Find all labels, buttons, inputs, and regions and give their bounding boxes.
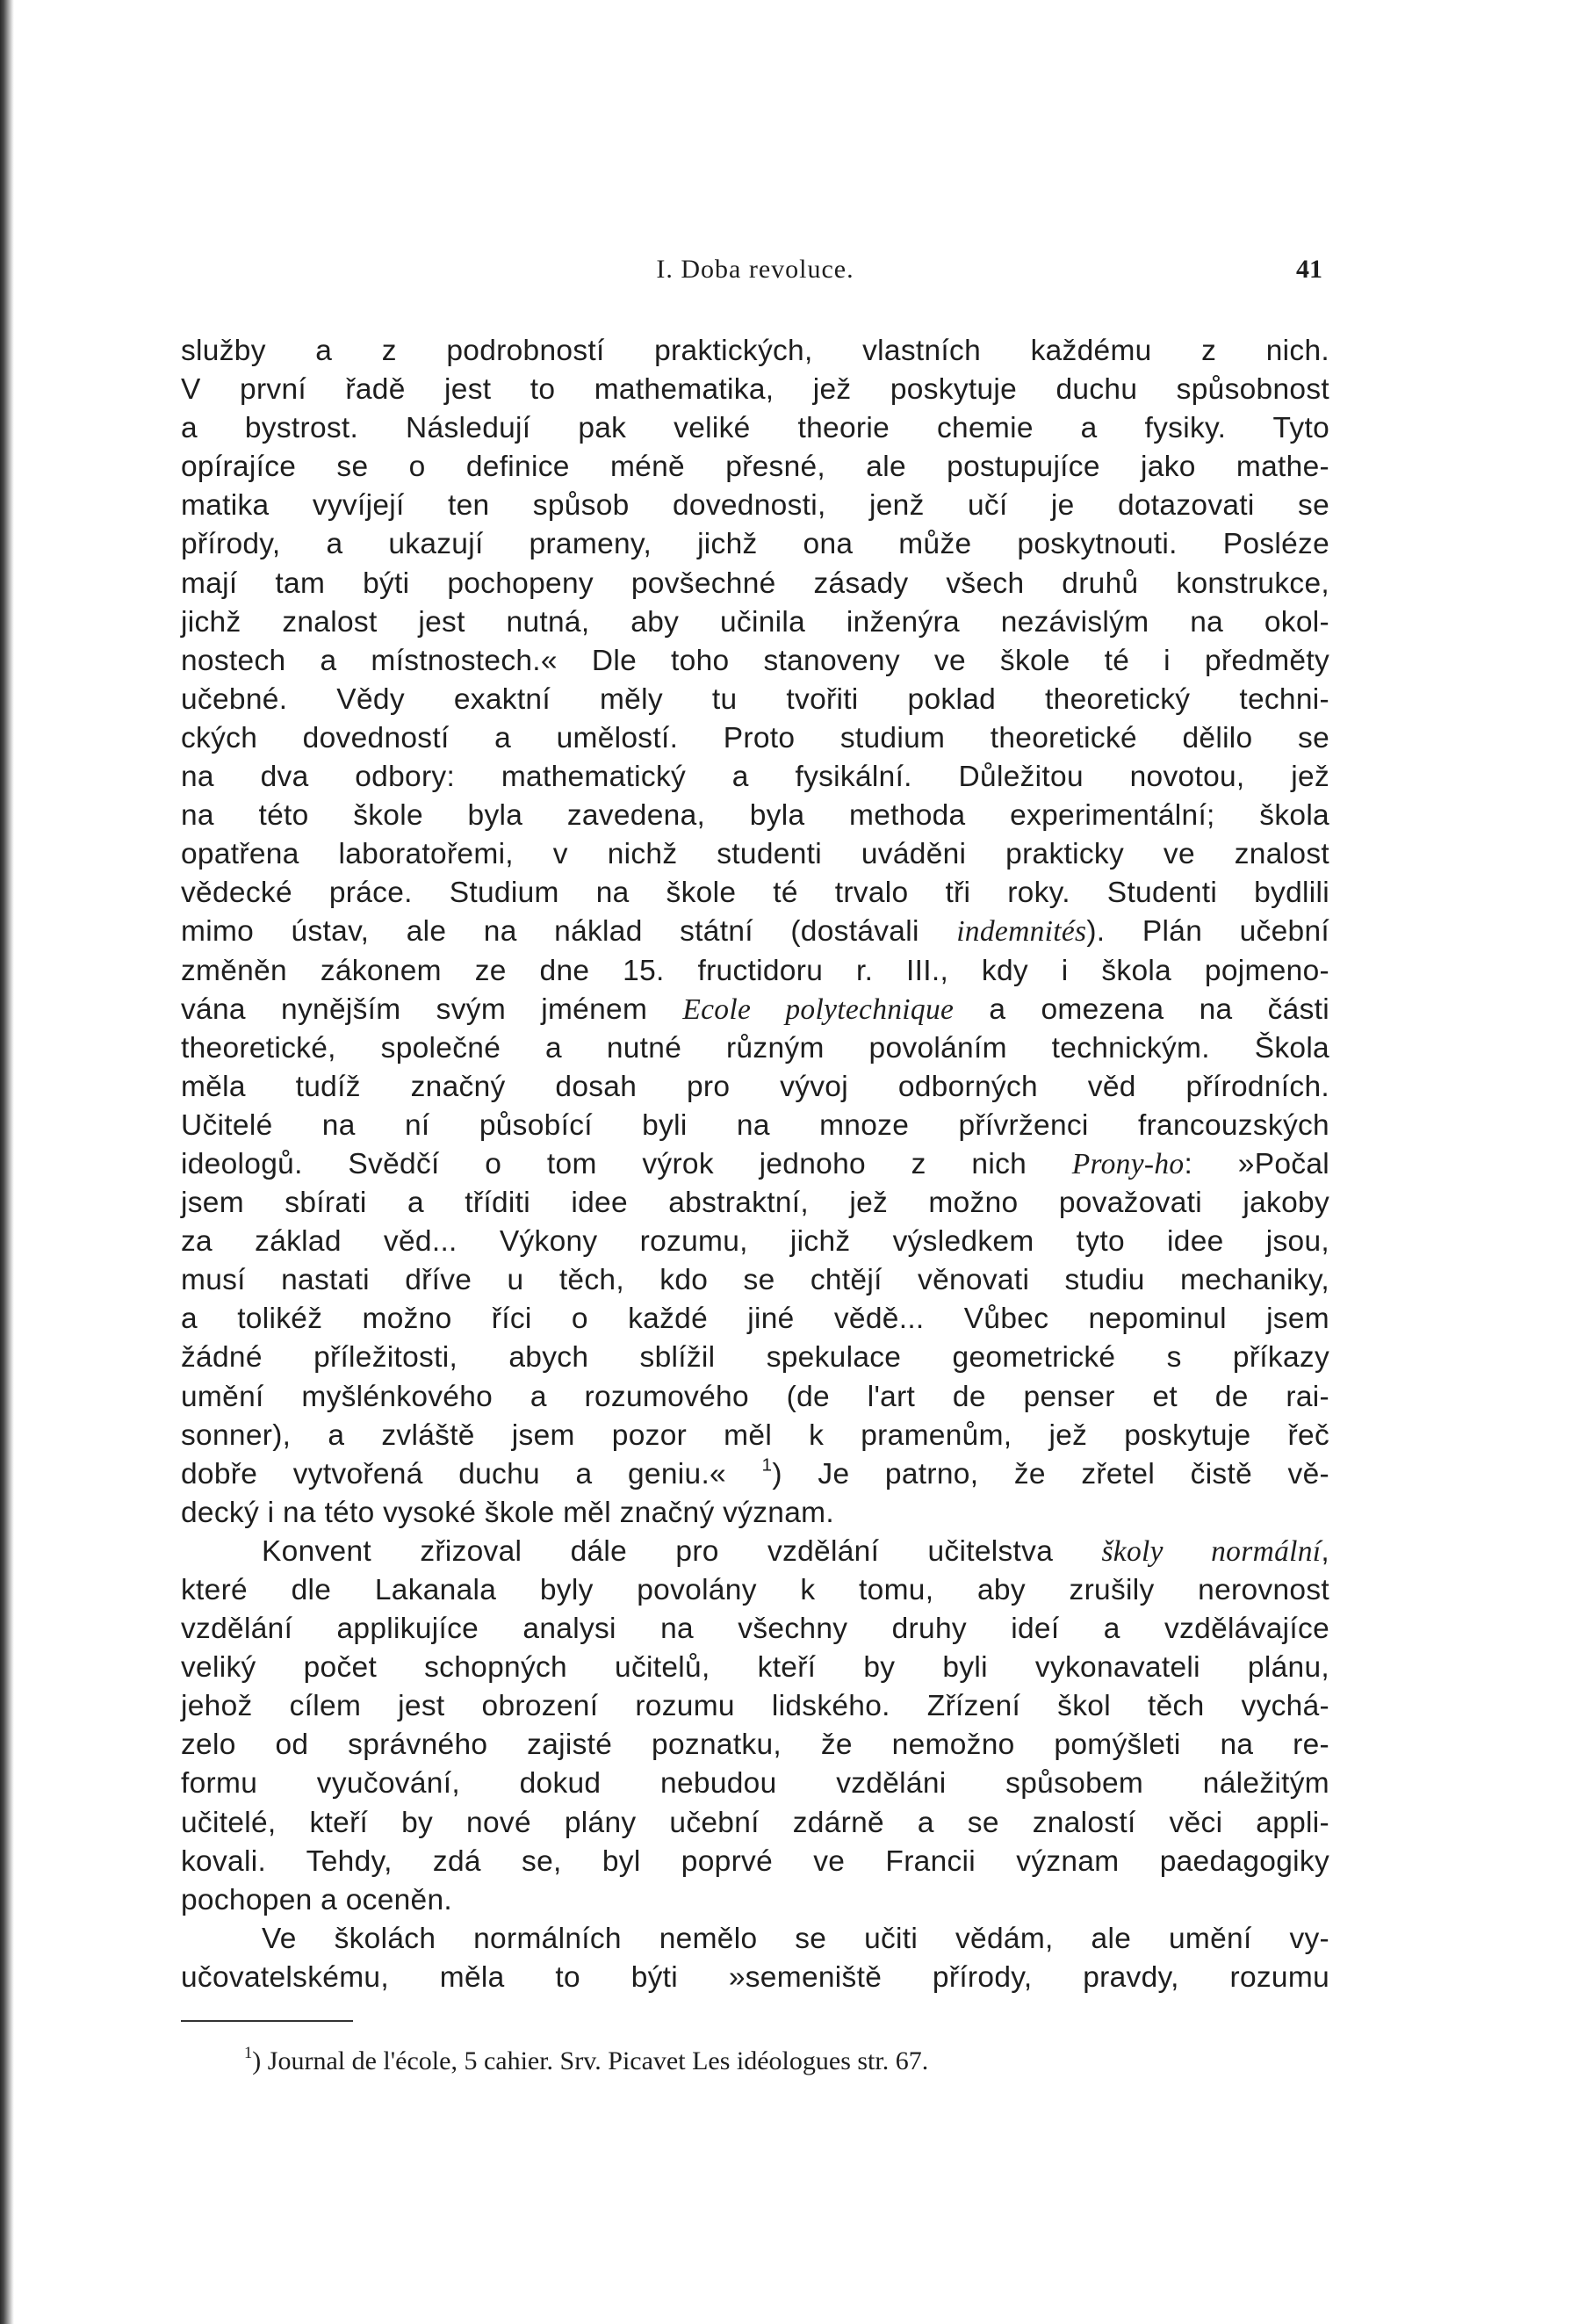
text-line: a bystrost. Následují pak veliké theorie chemie a fysiky. Tyto (181, 412, 1329, 445)
text-line: jehož cílem jest obrození rozumu lidského. Zřízení škol těch vychá- (181, 1690, 1329, 1723)
text-line: změněn zákonem ze dne 15. fructidoru r. III., kdy i škola pojmeno- (181, 954, 1329, 987)
footnote (244, 2043, 1333, 2076)
text-line: přírody, a ukazují prameny, jichž ona může poskytnouti. Posléze (181, 528, 1329, 561)
footnote-marker: 1 (244, 2043, 253, 2062)
text-line: měla tudíž značný dosah pro vývoj odborných věd přírodních. (181, 1070, 1329, 1103)
text-line: žádné příležitosti, abych sblížil spekulace geometrické s příkazy (181, 1341, 1329, 1375)
text-segment: a omezena na části (954, 992, 1330, 1026)
text-line: musí nastati dříve u těch, kdo se chtějí věnovati studiu mechaniky, (181, 1264, 1329, 1297)
text-line: na této škole byla zavedena, byla methoda experimentální; škola (181, 799, 1329, 833)
text-segment: ). Plán učební (1086, 915, 1329, 949)
footnote-text: ) Journal de l'école, 5 cahier. Srv. Picavet Les idéologues str. 67. (252, 2046, 929, 2075)
text-line: učebné. Vědy exaktní měly tu tvořiti poklad theoretický techni- (181, 682, 1329, 716)
text-line (181, 1533, 1329, 1571)
text-segment: dobře vytvořená duchu a geniu.« (181, 1457, 762, 1490)
text-line: učitelé, kteří by nové plány učební zdárně a se znalostí věci appli- (181, 1806, 1329, 1839)
page-binding-edge (0, 0, 14, 2324)
text-line: V první řadě jest to mathematika, jež poskytuje duchu spůsobnost (181, 373, 1329, 407)
text-line: formu vyučování, dokud nebudou vzděláni spůsobem náležitým (181, 1767, 1329, 1801)
text-line: jsem sbírati a tříditi idee abstraktní, jež možno považovati jakoby (181, 1187, 1329, 1220)
text-segment: ideologů. Svědčí o tom výrok jednoho z nich (181, 1147, 1072, 1180)
text-line: sonner), a zvláště jsem pozor měl k pramenům, jež poskytuje řeč (181, 1418, 1329, 1452)
text-line: nostech a místnostech.« Dle toho stanoveny ve škole té i předměty (181, 644, 1329, 677)
text-line: za základ věd... Výkony rozumu, jichž výsledkem tyto idee jsou, (181, 1225, 1329, 1259)
italic-term: Ecole polytechnique (682, 992, 955, 1026)
footnote-reference[interactable]: 1 (761, 1454, 773, 1476)
text-line (181, 913, 1329, 951)
text-line: učovatelskému, měla to býti »semeniště přírody, pravdy, rozumu (181, 1960, 1329, 1994)
text-line: opírajíce se o definice méně přesné, ale postupujíce jako mathe- (181, 451, 1329, 484)
text-line: pochopen a oceněn. (181, 1883, 453, 1916)
text-line: služby a z podrobností praktických, vlastních každému z nich. (181, 335, 1329, 367)
text-line: Ve školách normálních nemělo se učiti vědám, ale umění vy- (262, 1922, 1329, 1955)
text-line: kovali. Tehdy, zdá se, byl poprvé ve Francii význam paedagogiky (181, 1844, 1329, 1878)
text-line: na dva odbory: mathematický a fysikální. Důležitou novotou, jež (181, 761, 1329, 794)
italic-term: Prony-ho (1071, 1147, 1185, 1180)
page-number: 41 (1296, 255, 1322, 284)
text-segment: mimo ústav, ale na náklad státní (dostávali (181, 915, 957, 949)
text-line (181, 1455, 1329, 1494)
text-line: vzdělání applikujíce analysi na všechny druhy ideí a vzdělávajíce (181, 1613, 1329, 1646)
text-segment: : »Počal (1184, 1147, 1329, 1180)
text-line: a tolikéž možno říci o každé jiné vědě... Vůbec nepominul jsem (181, 1303, 1329, 1336)
text-line: umění myšlénkového a rozumového (de l'art de penser et de rai- (181, 1380, 1329, 1413)
text-line (181, 1145, 1329, 1184)
footnote-divider (181, 2020, 353, 2022)
text-line: zelo od správného zajisté poznatku, že nemožno pomýšleti na re- (181, 1729, 1329, 1762)
running-title: I. Doba revoluce. (656, 255, 854, 284)
text-line: decký i na této vysoké škole měl značný význam. (181, 1496, 834, 1529)
text-line: theoretické, společné a nutné různým povoláním technickým. Škola (181, 1031, 1329, 1065)
page-header (181, 255, 1329, 290)
text-line (181, 991, 1329, 1029)
text-line: veliký počet schopných učitelů, kteří by byli vykonavateli plánu, (181, 1651, 1329, 1685)
text-line: Učitelé na ní působící byli na mnoze přívrženci francouzských (181, 1108, 1329, 1142)
text-line: vědecké práce. Studium na škole té trvalo tři roky. Studenti bydlili (181, 877, 1329, 910)
text-line: ckých dovedností a umělostí. Proto studium theoretické dělilo se (181, 721, 1329, 754)
body-text (181, 332, 1329, 1997)
text-segment: vána nynějším svým jménem (181, 992, 683, 1026)
text-line: které dle Lakanala byly povolány k tomu, aby zrušily nerovnost (181, 1574, 1329, 1606)
italic-term: indemnités (956, 915, 1087, 949)
text-line: matika vyvíjejí ten spůsob dovednosti, jenž učí je dotazovati se (181, 489, 1329, 523)
italic-term: školy normální (1101, 1534, 1322, 1568)
text-line: opatřena laboratořemi, v nichž studenti uváděni prakticky ve znalost (181, 838, 1329, 871)
text-segment: , (1321, 1534, 1329, 1568)
text-segment: Konvent zřizoval dále pro vzdělání učitelstva (262, 1534, 1102, 1568)
text-segment: ) Je patrno, že zřetel čistě vě- (772, 1457, 1329, 1490)
text-line: mají tam býti pochopeny povšechné zásady všech druhů konstrukce, (181, 567, 1329, 600)
text-line: jichž znalost jest nutná, aby učinila inženýra nezávislým na okol- (181, 605, 1329, 639)
